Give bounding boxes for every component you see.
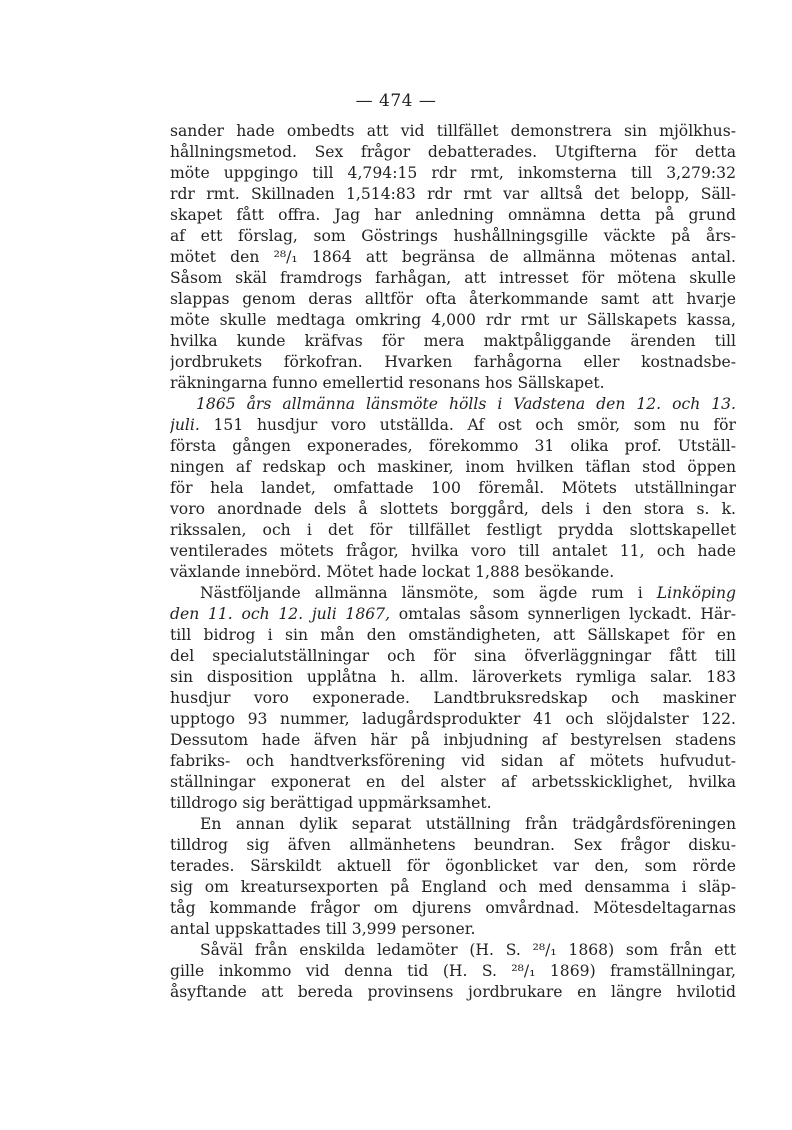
text-run: sander hade ombedts att vid tillfället demonstrera sin mjölkhus- bbox=[170, 122, 736, 140]
text-line bbox=[170, 667, 736, 688]
text-line bbox=[170, 457, 736, 478]
italic-text: Linköping bbox=[656, 584, 736, 602]
text-line bbox=[170, 478, 736, 499]
text-line bbox=[170, 982, 736, 1003]
text-line bbox=[170, 436, 736, 457]
text-run: ventilerades mötets frågor, hvilka voro till antalet 11, och hade bbox=[170, 542, 736, 560]
text-line bbox=[170, 394, 736, 415]
text-run: räkningarna funno emellertid resonans hos Sällskapet. bbox=[170, 374, 605, 392]
text-line bbox=[170, 562, 736, 583]
text-line bbox=[170, 121, 736, 142]
text-run: gille inkommo vid denna tid (H. S. ²⁸/₁ 1869) framställningar, bbox=[170, 962, 736, 980]
text-line bbox=[170, 709, 736, 730]
text-run: Nästföljande allmänna länsmöte, som ägde rum i bbox=[200, 584, 657, 602]
page-number: — 474 — bbox=[355, 91, 437, 111]
text-run: antal uppskattades till 3,999 personer. bbox=[170, 920, 476, 938]
text-run: Såväl från enskilda ledamöter (H. S. ²⁸/₁ 1868) som från ett bbox=[200, 941, 736, 959]
text-run: tilldrog sig äfven allmänhetens beundran. Sex frågor disku- bbox=[170, 836, 736, 854]
text-run: mötet den ²⁸/₁ 1864 att begränsa de allmänna mötenas antal. bbox=[170, 248, 736, 266]
text-run: sig om kreatursexporten på England och med densamma i släp- bbox=[170, 878, 736, 896]
text-run: sin disposition upplåtna h. allm. läroverkets rymliga salar. 183 bbox=[170, 668, 736, 686]
text-run: Dessutom hade äfven här på inbjudning af bestyrelsen stadens bbox=[170, 731, 736, 749]
text-run: fabriks- och handtverksförening vid sidan af mötets hufvudut- bbox=[170, 752, 736, 770]
text-line bbox=[170, 163, 736, 184]
text-line bbox=[170, 289, 736, 310]
text-line bbox=[170, 352, 736, 373]
text-run: del specialutställningar och för sina öfverläggningar fått till bbox=[170, 647, 736, 665]
text-run: jordbrukets förkofran. Hvarken farhågorna eller kostnadsbe- bbox=[170, 353, 736, 371]
text-run: rikssalen, och i det för tillfället festligt prydda slottskapellet bbox=[170, 521, 736, 539]
text-line bbox=[170, 814, 736, 835]
text-run: åsyftande att bereda provinsens jordbrukare en längre hvilotid bbox=[170, 983, 736, 1001]
text-line bbox=[170, 604, 736, 625]
text-line bbox=[170, 919, 736, 940]
text-line bbox=[170, 772, 736, 793]
body-text bbox=[170, 121, 736, 1003]
text-run: slappas genom deras alltför ofta återkommande samt att hvarje bbox=[170, 290, 736, 308]
italic-text: den 11. och 12. juli 1867, bbox=[170, 605, 391, 623]
text-run: af ett förslag, som Göstrings hushållningsgille väckte på års- bbox=[170, 227, 736, 245]
text-line bbox=[170, 730, 736, 751]
text-run: En annan dylik separat utställning från trädgårdsföreningen bbox=[200, 815, 736, 833]
text-run: växlande innebörd. Mötet hade lockat 1,888 besökande. bbox=[170, 563, 615, 581]
text-run: rdr rmt. Skillnaden 1,514:83 rdr rmt var alltså det belopp, Säll- bbox=[170, 185, 736, 203]
text-run: till bidrog i sin mån den omständigheten, att Sällskapet för en bbox=[170, 626, 736, 644]
text-line bbox=[170, 877, 736, 898]
text-line bbox=[170, 688, 736, 709]
text-line bbox=[170, 184, 736, 205]
text-line bbox=[170, 310, 736, 331]
text-line bbox=[170, 268, 736, 289]
text-line bbox=[170, 415, 736, 436]
text-line bbox=[170, 373, 736, 394]
text-line bbox=[170, 961, 736, 982]
text-line bbox=[170, 142, 736, 163]
text-line bbox=[170, 940, 736, 961]
text-line bbox=[170, 331, 736, 352]
text-line bbox=[170, 646, 736, 667]
text-line bbox=[170, 898, 736, 919]
text-run: upptogo 93 nummer, ladugårdsprodukter 41 och slöjdalster 122. bbox=[170, 710, 736, 728]
text-line bbox=[170, 226, 736, 247]
text-line bbox=[170, 835, 736, 856]
text-line bbox=[170, 583, 736, 604]
text-line bbox=[170, 793, 736, 814]
text-run: ningen af redskap och maskiner, inom hvilken täflan stod öppen bbox=[170, 458, 736, 476]
text-run: omtalas såsom synnerligen lyckadt. Här- bbox=[390, 605, 736, 623]
text-line bbox=[170, 247, 736, 268]
text-run: möte skulle medtaga omkring 4,000 rdr rmt ur Sällskapets kassa, bbox=[170, 311, 736, 329]
text-run: hållningsmetod. Sex frågor debatterades. Utgifterna för detta bbox=[170, 143, 736, 161]
text-run: möte uppgingo till 4,794:15 rdr rmt, inkomsterna till 3,279:32 bbox=[170, 164, 736, 182]
text-run: skapet fått offra. Jag har anledning omnämna detta på grund bbox=[170, 206, 736, 224]
text-run: terades. Särskildt aktuell för ögonblicket var den, som rörde bbox=[170, 857, 736, 875]
text-line bbox=[170, 625, 736, 646]
text-run: voro anordnade dels å slottets borggård, dels i den stora s. k. bbox=[170, 500, 736, 518]
italic-text: juli. bbox=[170, 416, 200, 434]
text-run: tåg kommande frågor om djurens omvårdnad. Mötesdeltagarnas bbox=[170, 899, 736, 917]
text-run: ställningar exponerat en del alster af arbetsskicklighet, hvilka bbox=[170, 773, 736, 791]
text-line bbox=[170, 499, 736, 520]
italic-text: 1865 års allmänna länsmöte hölls i Vadstena den 12. och 13. bbox=[196, 395, 736, 413]
text-run: husdjur voro exponerade. Landtbruksredskap och maskiner bbox=[170, 689, 736, 707]
text-run: hvilka kunde kräfvas för mera maktpåliggande ärenden till bbox=[170, 332, 736, 350]
text-run: för hela landet, omfattade 100 föremål. Mötets utställningar bbox=[170, 479, 736, 497]
text-run: Såsom skäl framdrogs farhågan, att intresset för mötena skulle bbox=[170, 269, 736, 287]
text-line bbox=[170, 541, 736, 562]
text-run: första gången exponerades, förekommo 31 olika prof. Utställ- bbox=[170, 437, 736, 455]
text-run: tilldrogo sig berättigad uppmärksamhet. bbox=[170, 794, 492, 812]
text-run: 151 husdjur voro utställda. Af ost och smör, som nu för bbox=[199, 416, 736, 434]
text-line bbox=[170, 856, 736, 877]
text-line bbox=[170, 751, 736, 772]
text-line bbox=[170, 205, 736, 226]
text-line bbox=[170, 520, 736, 541]
